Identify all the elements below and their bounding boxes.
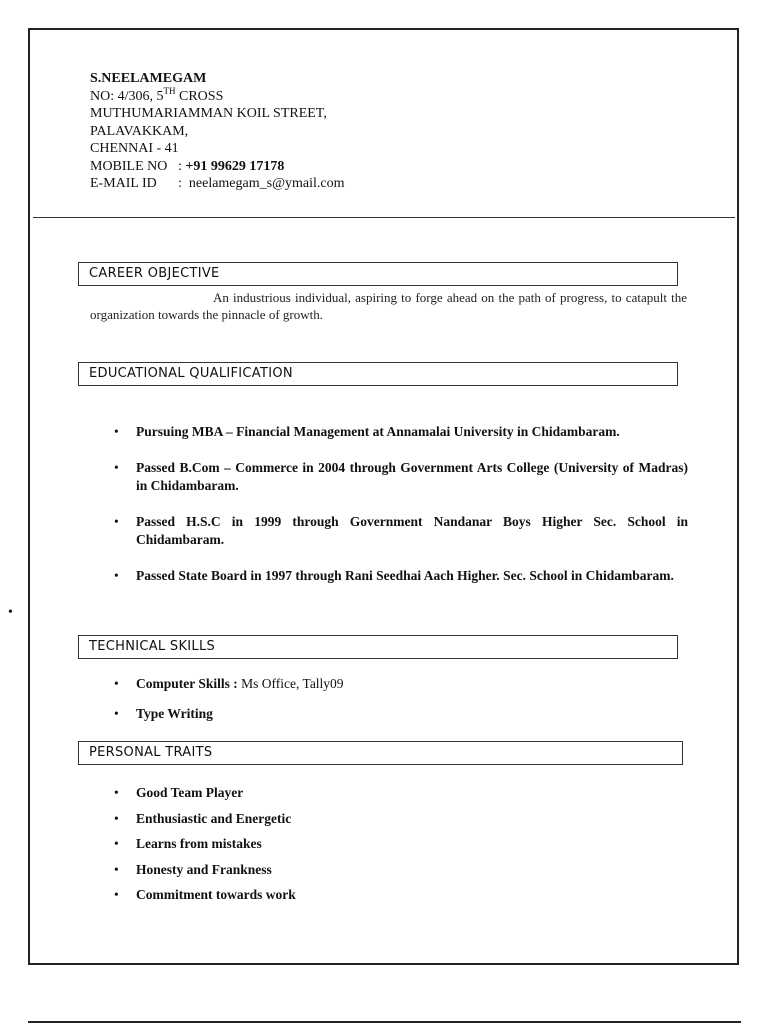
bullet-dot: •: [114, 861, 119, 877]
email-address: neelamegam_s@ymail.com: [188, 176, 345, 191]
stray-bullet: •: [8, 605, 13, 620]
trait-text: Honesty and Frankness: [136, 861, 272, 877]
email-separator: :: [178, 176, 182, 191]
header-divider: [33, 217, 735, 218]
skill-label: Type Writing: [136, 706, 213, 721]
trait-text: Good Team Player: [136, 785, 244, 800]
bottom-rule: [28, 1021, 741, 1023]
bullet-dot: •: [114, 785, 119, 800]
list-item: [114, 784, 674, 802]
list-item: [114, 423, 688, 441]
list-item: [114, 459, 688, 495]
mobile-label: MOBILE NO: [90, 158, 168, 174]
list-item: [114, 835, 674, 853]
address-number: NO: 4/306, 5: [90, 88, 164, 104]
objective-paragraph: [90, 289, 687, 323]
trait-text: Enthusiastic and Energetic: [136, 810, 292, 826]
education-item-text: Passed H.S.C in 1999 through Government Nandanar Boys Higher Sec. School in Chidambaram.: [136, 514, 688, 547]
trait-text: Commitment towards work: [136, 887, 296, 902]
list-item: [114, 705, 674, 723]
list-item: [114, 675, 674, 693]
education-item-text: Pursuing MBA – Financial Management at Annamalai University in Chidambaram.: [136, 424, 620, 439]
address-line-1: [90, 85, 344, 106]
address-superscript: TH: [163, 85, 176, 96]
technical-skills-list: [114, 675, 674, 735]
address-cross: CROSS: [175, 88, 224, 104]
education-item-text: Passed B.Com – Commerce in 2004 through Government Arts College (University of Madras) in Chidambaram.: [136, 460, 688, 493]
personal-traits-list: [114, 784, 674, 912]
bullet-dot: •: [114, 514, 119, 529]
bullet-dot: •: [114, 460, 119, 475]
bullet-dot: •: [114, 887, 119, 902]
section-educational-qualification: EDUCATIONAL QUALIFICATION: [78, 362, 678, 386]
mobile-row: [90, 158, 344, 176]
address-line-3: PALAVAKKAM,: [90, 123, 189, 139]
bullet-dot: •: [114, 424, 119, 439]
list-item: [114, 861, 674, 879]
address-line-4: CHENNAI - 41: [90, 141, 179, 156]
list-item: [114, 513, 688, 549]
candidate-name: S.NEELAMEGAM: [90, 71, 207, 86]
skill-value: Ms Office, Tally09: [237, 676, 344, 691]
mobile-number: +91 99629 17178: [185, 158, 285, 174]
section-personal-traits: PERSONAL TRAITS: [78, 741, 683, 765]
list-item: [114, 567, 688, 585]
email-row: [90, 175, 344, 193]
education-item-text: Passed State Board in 1997 through Rani Seedhai Aach Higher. Sec. School in Chidambaram.: [136, 568, 674, 583]
list-item: [114, 810, 674, 828]
section-career-objective: CAREER OBJECTIVE: [78, 262, 678, 286]
bullet-dot: •: [114, 706, 119, 721]
skill-label: Computer Skills :: [136, 676, 238, 691]
trait-text: Learns from mistakes: [136, 836, 262, 851]
address-line-2: MUTHUMARIAMMAN KOIL STREET,: [90, 106, 327, 121]
section-technical-skills: TECHNICAL SKILLS: [78, 635, 678, 659]
bullet-dot: •: [114, 836, 119, 851]
contact-header: [90, 70, 344, 193]
mobile-separator: :: [178, 158, 182, 174]
objective-text: An industrious individual, aspiring to forge ahead on the path of progress, to catapult the organization towards the pinnacle of growth.: [90, 290, 687, 322]
email-label: E-MAIL ID: [90, 176, 157, 191]
list-item: [114, 886, 674, 904]
bullet-dot: •: [114, 810, 119, 826]
bullet-dot: •: [114, 568, 119, 583]
education-list: [114, 423, 688, 603]
bullet-dot: •: [114, 676, 119, 691]
